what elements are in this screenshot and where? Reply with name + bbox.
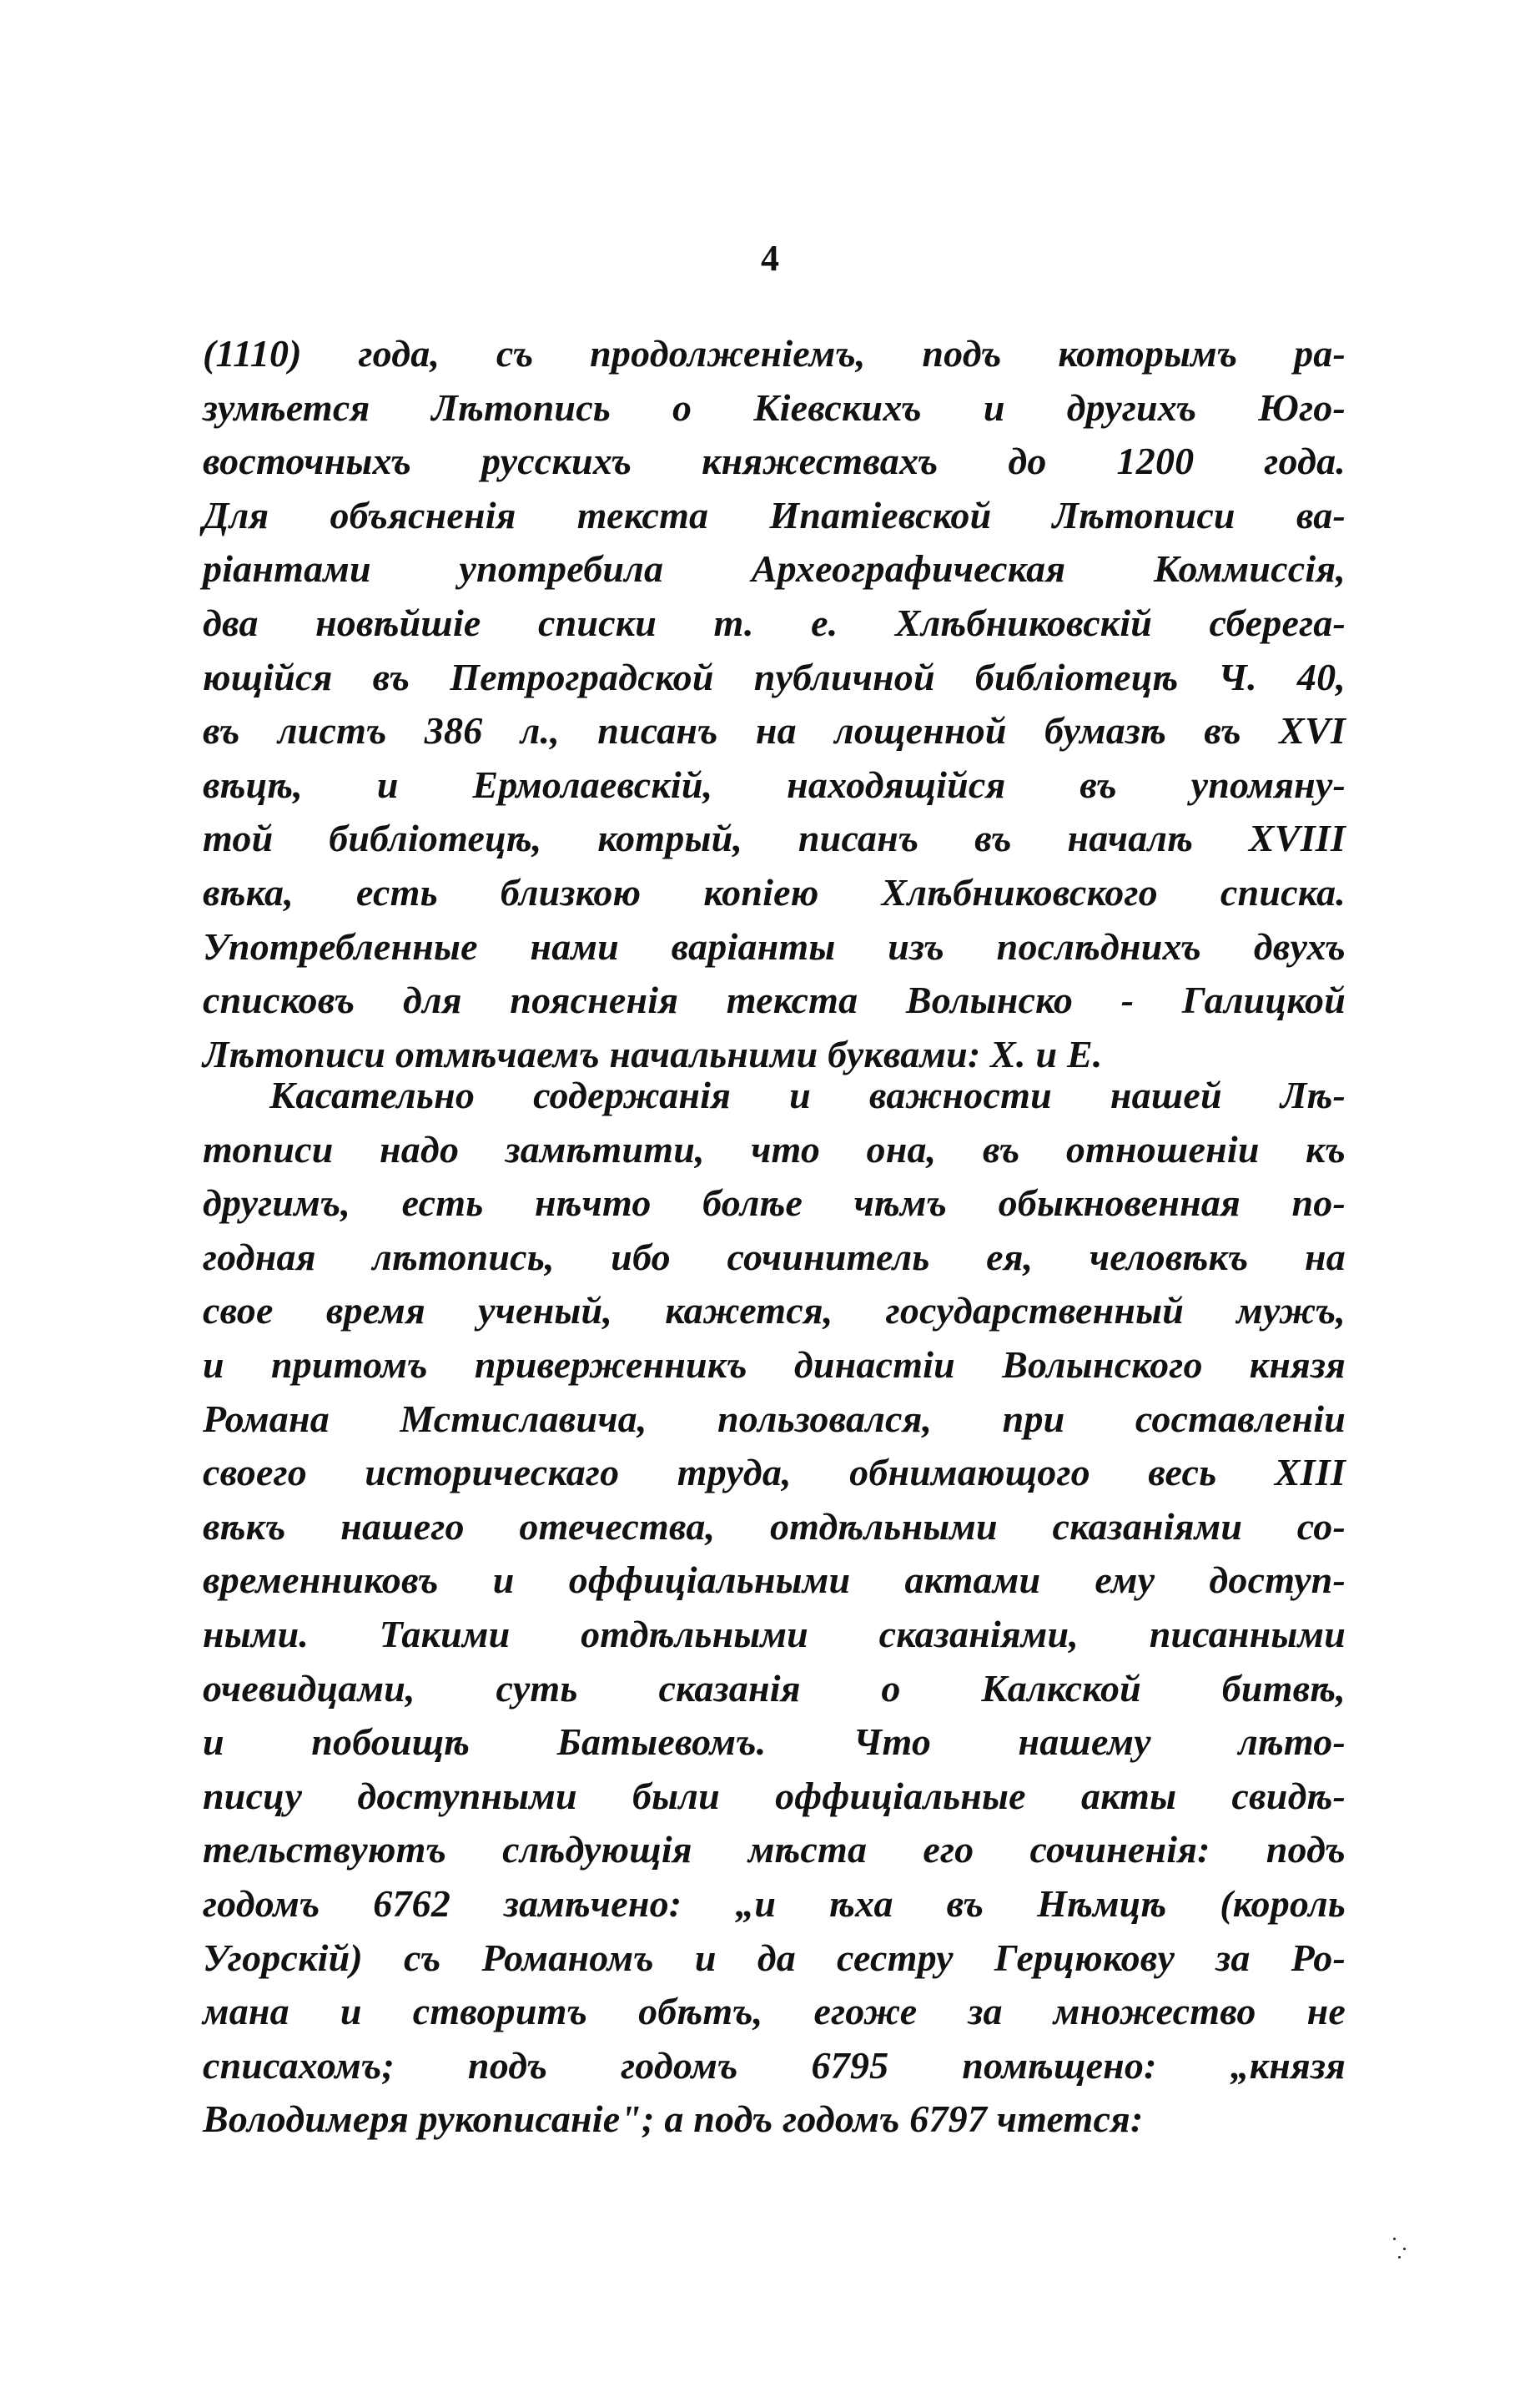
paragraph-1 <box>203 327 1346 1081</box>
text-line: списахомъ; подъ годомъ 6795 помѣщено: „князя <box>203 2043 1346 2087</box>
text-line: своего историческаго труда, обнимающого весь XIII <box>203 1451 1346 1494</box>
text-line: тописи надо замѣтити, что она, въ отношеніи къ <box>203 1127 1346 1171</box>
text-line: Лѣтописи отмѣчаемъ начальними буквами: Х. и Е. <box>203 1032 1103 1075</box>
text-line: годная лѣтопись, ибо сочинитель ея, человѣкъ на <box>203 1235 1346 1278</box>
text-line: Володимеря рукописаніе"; а подъ годомъ 6797 чтется: <box>203 2097 1144 2141</box>
text-line: Для объясненія текста Ипатіевской Лѣтописи ва- <box>203 493 1346 536</box>
text-line: въ листъ 386 л., писанъ на лощенной бумазѣ въ XVI <box>203 709 1346 753</box>
text-line: очевидцами, суть сказанія о Калкской битвѣ, <box>203 1666 1346 1710</box>
text-line: Романа Мстиславича, пользовался, при составленіи <box>203 1397 1346 1440</box>
text-line: Употребленные нами варіанты изъ послѣднихъ двухъ <box>203 924 1346 968</box>
text-line: (1110) года, съ продолженіемъ, подъ которымъ ра- <box>203 332 1346 375</box>
scan-speck-marks <box>1392 2238 1412 2263</box>
text-line: Угорскій) съ Романомъ и да сестру Герцюкову за Ро- <box>203 1936 1346 1979</box>
text-line: вѣкъ нашего отечества, отдѣльными сказаніями со- <box>203 1504 1346 1548</box>
text-line: ріантами употребила Археографическая Коммиссія, <box>203 547 1346 591</box>
text-line: два новѣйшіе списки т. е. Хлѣбниковскій сберега- <box>203 601 1346 644</box>
text-line: другимъ, есть нѣчто болѣе чѣмъ обыкновенная по- <box>203 1181 1346 1225</box>
text-line: ющійся въ Петроградской публичной библіотецѣ Ч. 40, <box>203 655 1346 698</box>
text-line: восточныхъ русскихъ княжествахъ до 1200 года. <box>203 440 1346 483</box>
text-line: вѣцѣ, и Ермолаевскій, находящійся въ упомяну- <box>203 763 1346 806</box>
text-line: зумѣется Лѣтопись о Кіевскихъ и другихъ Юго- <box>203 385 1346 429</box>
paragraph-2 <box>203 1069 1346 2147</box>
text-line: годомъ 6762 замѣчено: „и ѣха въ Нѣмцѣ (король <box>203 1881 1346 1925</box>
page-number: 4 <box>761 238 779 279</box>
text-line: Касательно содержанія и важности нашей Лѣ- <box>269 1074 1346 1116</box>
text-line: и побоищѣ Батыевомъ. Что нашему лѣто- <box>203 1720 1346 1764</box>
text-line: и притомъ приверженникъ династіи Волынского князя <box>203 1342 1346 1386</box>
scan-speck <box>1398 2256 1401 2258</box>
text-line: писцу доступными были оффиціальные акты свидѣ- <box>203 1774 1346 1817</box>
scan-speck <box>1403 2248 1406 2250</box>
text-line: вѣка, есть близкою копіею Хлѣбниковского списка. <box>203 870 1346 914</box>
text-line: ными. Такими отдѣльными сказаніями, писанными <box>203 1612 1346 1655</box>
text-line: той библіотецѣ, котрый, писанъ въ началѣ XVIII <box>203 817 1346 860</box>
scan-speck <box>1393 2238 1396 2240</box>
text-line: временниковъ и оффиціальными актами ему доступ- <box>203 1559 1346 1602</box>
text-line: мана и створитъ обѣтъ, егоже за множество не <box>203 1990 1346 2033</box>
text-line: тельствуютъ слѣдующія мѣста его сочиненія: подъ <box>203 1828 1346 1871</box>
text-line: свое время ученый, кажется, государственный мужъ, <box>203 1289 1346 1332</box>
text-line: списковъ для поясненія текста Волынско - Галицкой <box>203 979 1346 1022</box>
